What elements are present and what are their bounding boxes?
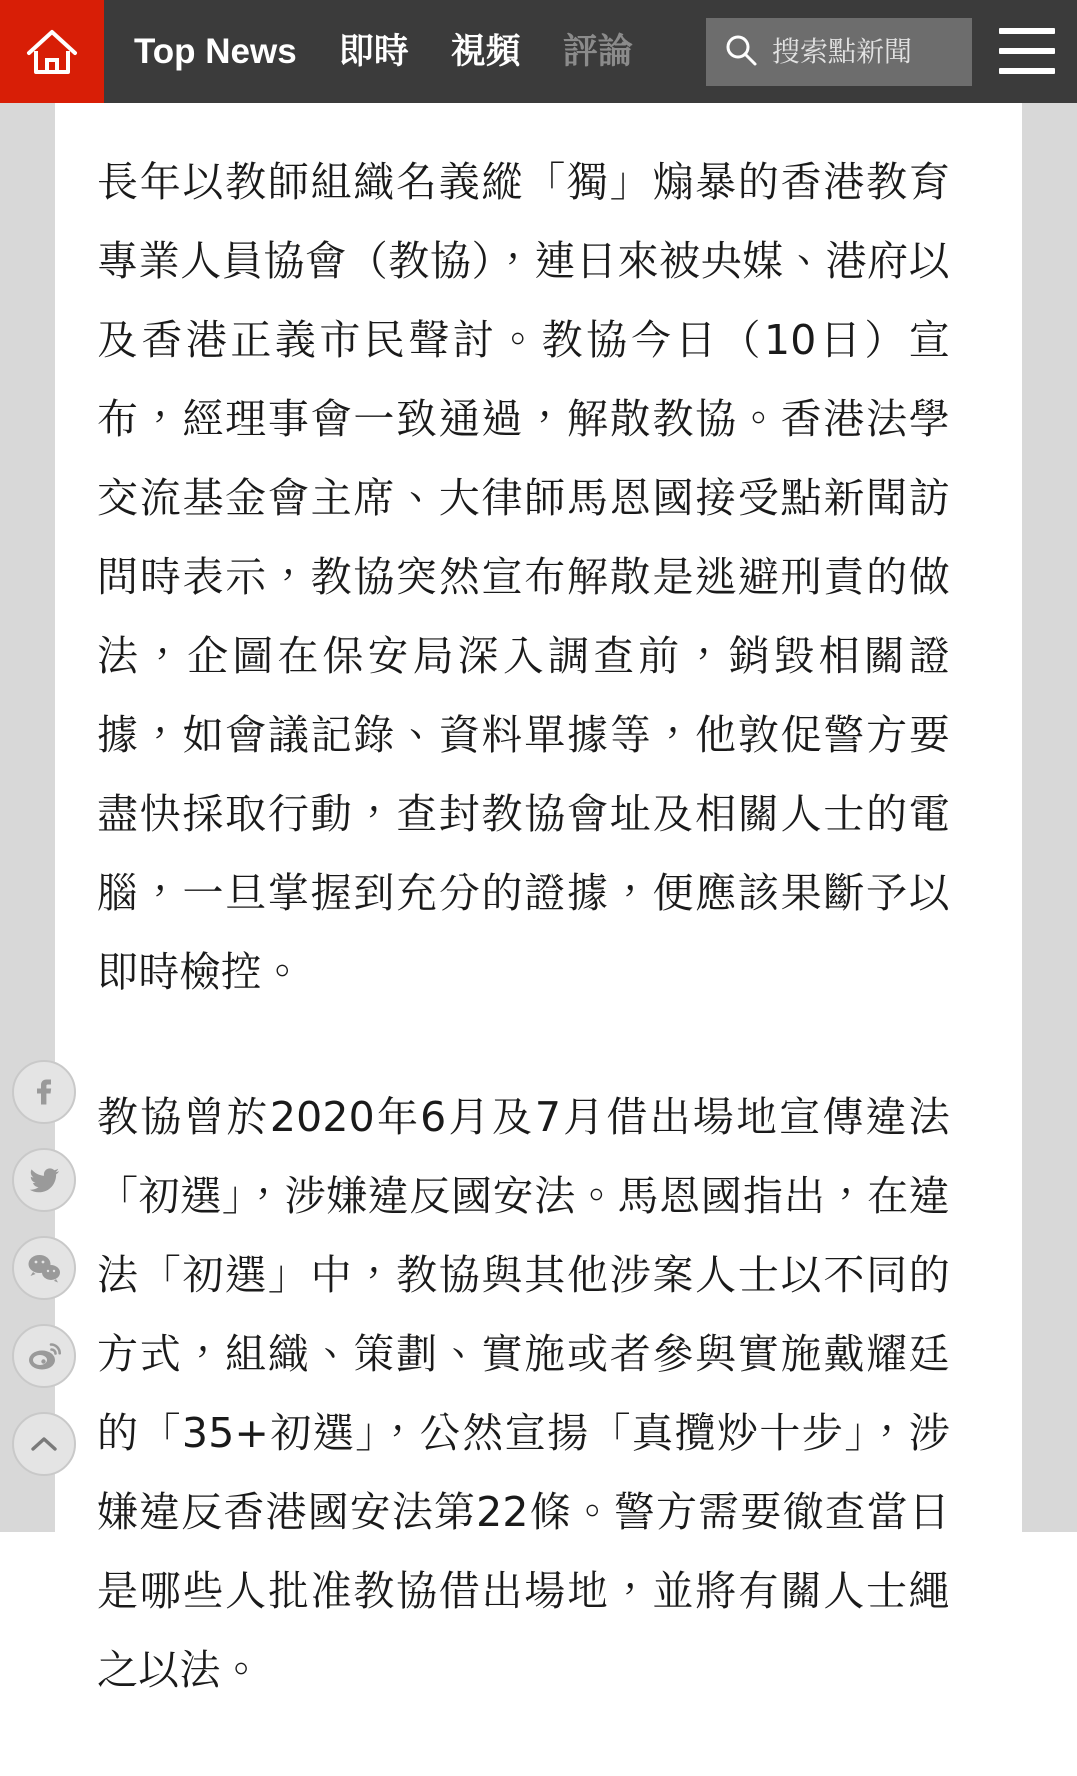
search-input[interactable] (772, 36, 972, 68)
twitter-icon (26, 1163, 62, 1197)
home-button[interactable] (0, 0, 104, 103)
back-to-top-button[interactable] (12, 1412, 76, 1476)
wechat-icon (26, 1252, 62, 1284)
search-box[interactable] (706, 18, 972, 86)
hamburger-bar-2 (999, 48, 1055, 54)
hamburger-bar-3 (999, 68, 1055, 74)
article-paragraph: 長年以教師組織名義縱「獨」煽暴的香港教育專業人員協會（教協），連日來被央媒、港府以及香港正義市民聲討。教協今日（10日）宣布，經理事會一致通過，解散教協。香港法學交流基金會主席、大律師馬恩國接受點新聞訪問時表示，教協突然宣布解散是逃避刑責的做法，企圖在保安局深入調查前，銷毀相關證據，如會議記錄、資料單據等，他敦促警方要盡快採取行動，查封教協會址及相關人士的電腦，一旦掌握到充分的證據，便應該果斷予以即時檢控。 (97, 158, 950, 996)
wechat-share-button[interactable] (12, 1236, 76, 1300)
hamburger-icon[interactable] (999, 28, 1055, 74)
facebook-share-button[interactable] (12, 1060, 76, 1124)
home-icon (25, 27, 79, 77)
twitter-share-button[interactable] (12, 1148, 76, 1212)
nav-item-comment[interactable]: 評論 (562, 32, 633, 71)
facebook-icon (27, 1075, 61, 1109)
article-body (55, 103, 1022, 1710)
social-share-rail (12, 1060, 80, 1500)
article-paragraph: 教協曾於2020年6月及7月借出場地宣傳違法「初選」，涉嫌違反國安法。馬恩國指出，在違法「初選」中，教協與其他涉案人士以不同的方式，組織、策劃、實施或者參與實施戴耀廷的「35+初選」，公然宣揚「真攬炒十步」，涉嫌違反香港國安法第22條。警方需要徹查當日是哪些人批准教協借出場地，並將有關人士繩之以法。 (97, 1093, 950, 1694)
main-nav (104, 0, 675, 103)
nav-item-video[interactable]: 視頻 (450, 32, 521, 71)
search-icon (724, 33, 758, 72)
site-header (0, 0, 1077, 103)
nav-item-live[interactable]: 即時 (338, 32, 409, 71)
chevron-up-icon (29, 1433, 59, 1455)
article-card (55, 103, 1022, 1776)
weibo-icon (26, 1339, 62, 1373)
weibo-share-button[interactable] (12, 1324, 76, 1388)
page-background (0, 103, 1077, 1694)
hamburger-bar-1 (999, 28, 1055, 34)
nav-item-top-news[interactable]: Top News (134, 32, 297, 71)
